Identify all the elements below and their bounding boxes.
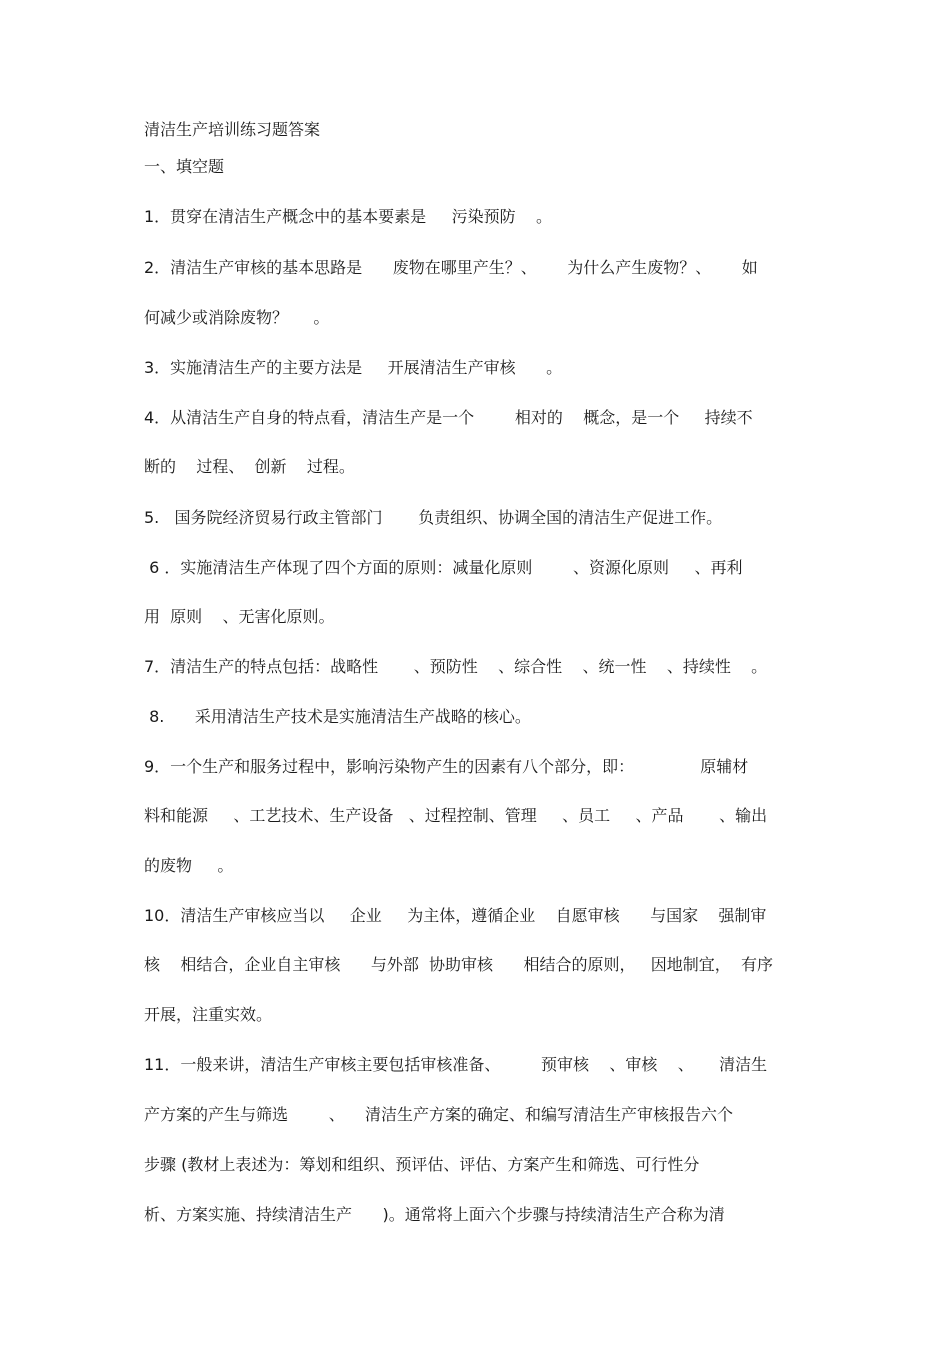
text-line: 3．实施清洁生产的主要方法是 开展清洁生产审核 。 bbox=[144, 358, 563, 377]
text-line: 1．贯穿在清洁生产概念中的基本要素是 污染预防 。 bbox=[144, 207, 552, 226]
text-line: 析、方案实施、持续清洁生产 )。通常将上面六个步骤与持续清洁生产合称为清 bbox=[144, 1205, 725, 1224]
text-line: 10．清洁生产审核应当以 企业 为主体，遵循企业 自愿审核 与国家 强制审 bbox=[144, 906, 767, 925]
document-title: 清洁生产培训练习题答案 bbox=[144, 120, 321, 139]
text-line: 5. 国务院经济贸易行政主管部门 负责组织、协调全国的清洁生产促进工作。 bbox=[144, 508, 723, 527]
text-line: 6 ．实施清洁生产体现了四个方面的原则：减量化原则 、资源化原则 、再利 bbox=[144, 558, 743, 577]
text-line: 开展，注重实效。 bbox=[144, 1005, 273, 1024]
text-line: 8. 采用清洁生产技术是实施清洁生产战略的核心。 bbox=[144, 707, 531, 726]
text-line: 断的 过程、 创新 过程。 bbox=[144, 457, 355, 476]
text-line: 步骤 (教材上表述为：筹划和组织、预评估、评估、方案产生和筛选、可行性分 bbox=[144, 1155, 700, 1174]
section-heading: 一、填空题 bbox=[144, 157, 225, 176]
text-line: 的废物 。 bbox=[144, 856, 234, 875]
text-line: 用 原则 、无害化原则。 bbox=[144, 607, 335, 626]
text-line: 何减少或消除废物？ 。 bbox=[144, 308, 330, 327]
text-line: 核 相结合，企业自主审核 与外部 协助审核 相结合的原则， 因地制宜， 有序 bbox=[144, 955, 773, 974]
text-line: 料和能源 、工艺技术、生产设备 、过程控制、管理 、员工 、产品 、输出 bbox=[144, 806, 768, 825]
text-line: 7．清洁生产的特点包括：战略性 、预防性 、综合性 、统一性 、持续性 。 bbox=[144, 657, 768, 676]
text-line: 2．清洁生产审核的基本思路是 废物在哪里产生？、 为什么产生废物？、 如 bbox=[144, 258, 758, 277]
text-line: 11．一般来讲，清洁生产审核主要包括审核准备、 预审核 、审核 、 清洁生 bbox=[144, 1055, 768, 1074]
text-line: 9．一个生产和服务过程中，影响污染物产生的因素有八个部分，即： 原辅材 bbox=[144, 757, 749, 776]
text-line: 产方案的产生与筛选 、 清洁生产方案的确定、和编写清洁生产审核报告六个 bbox=[144, 1105, 734, 1124]
text-line: 4．从清洁生产自身的特点看，清洁生产是一个 相对的 概念，是一个 持续不 bbox=[144, 408, 753, 427]
